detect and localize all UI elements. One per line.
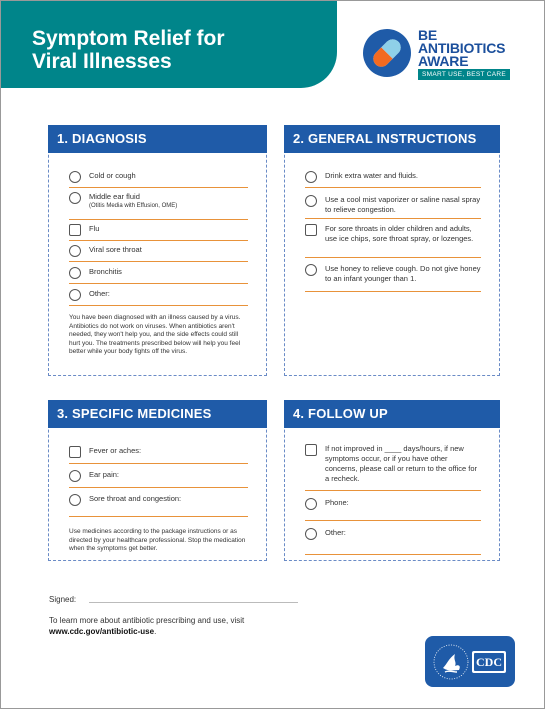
general-option-sore-throat[interactable]: [305, 224, 481, 258]
page-title: [32, 27, 312, 73]
option-label: Phone:: [325, 498, 349, 507]
cdc-text: CDC: [476, 655, 502, 669]
checkbox-icon[interactable]: [69, 446, 81, 458]
radio-button-icon[interactable]: [305, 498, 317, 510]
option-label: Other:: [325, 528, 346, 537]
checkbox-icon[interactable]: [69, 224, 81, 236]
diagnosis-note: You have been diagnosed with an illness caused by a virus. Antibiotics do not work on viruses. When antibiotics aren't needed, they won't help you, and the side effects could still hurt you. The treatments prescribed below will help you feel better while your body fights off the virus.: [69, 314, 241, 355]
logo-tagline: SMART USE, BEST CARE: [418, 69, 510, 80]
diagnosis-option-sore-throat[interactable]: [69, 245, 248, 262]
general-instructions-section: [284, 125, 500, 376]
option-label: Other:: [89, 289, 110, 298]
option-label: If not improved in ____ days/hours, if new symptoms occur, or if you have other concerns, please call or return to the office for a recheck.: [325, 444, 478, 483]
radio-button-icon[interactable]: [305, 195, 317, 207]
option-label: Use honey to relieve cough. Do not give honey to an infant younger than 1.: [325, 264, 481, 283]
medicines-note: Use medicines according to the package instructions or as directed by your healthcare professional. Stop the medication when the symptoms get better.: [69, 528, 246, 552]
followup-option-recheck[interactable]: [305, 444, 481, 491]
general-heading: 2. GENERAL INSTRUCTIONS: [284, 125, 500, 153]
learn-more-text: To learn more about antibiotic prescribing and use, visit www.cdc.gov/antibiotic-use.: [49, 616, 245, 636]
signed-label: Signed:: [49, 595, 77, 604]
logo-text-be: BE: [418, 27, 438, 43]
medicine-option-ear-pain[interactable]: [69, 470, 248, 488]
diagnosis-option-other[interactable]: [69, 289, 248, 306]
radio-button-icon[interactable]: [69, 267, 81, 279]
option-label: Use a cool mist vaporizer or saline nasal spray to relieve congestion.: [325, 195, 481, 214]
checkbox-icon[interactable]: [305, 444, 317, 456]
radio-button-icon[interactable]: [69, 171, 81, 183]
radio-button-icon[interactable]: [305, 171, 317, 183]
radio-button-icon[interactable]: [69, 470, 81, 482]
option-label: Ear pain:: [89, 470, 120, 479]
option-label: Middle ear fluid (Otitis Media with Effusion, OME): [89, 192, 178, 209]
cdc-link[interactable]: www.cdc.gov/antibiotic-use: [49, 627, 155, 636]
header-banner: [1, 1, 337, 88]
option-label: Drink extra water and fluids.: [325, 171, 418, 180]
radio-button-icon[interactable]: [69, 245, 81, 257]
radio-button-icon[interactable]: [305, 264, 317, 276]
followup-heading: 4. FOLLOW UP: [284, 400, 500, 428]
diagnosis-option-bronchitis[interactable]: [69, 267, 248, 284]
medicine-option-fever[interactable]: [69, 446, 248, 464]
signature-line[interactable]: [89, 602, 298, 603]
medicine-option-sore-throat[interactable]: [69, 494, 248, 517]
followup-option-phone[interactable]: [305, 498, 481, 521]
be-antibiotics-aware-logo: [362, 28, 522, 88]
general-option-vaporizer[interactable]: [305, 195, 481, 219]
diagnosis-section: [48, 125, 267, 376]
specific-medicines-section: [48, 400, 267, 561]
option-label: Sore throat and congestion:: [89, 494, 182, 503]
option-label: Flu: [89, 224, 100, 233]
radio-button-icon[interactable]: [69, 289, 81, 301]
option-label: Viral sore throat: [89, 245, 142, 254]
diagnosis-heading: 1. DIAGNOSIS: [48, 125, 267, 153]
logo-text-antibiotics: ANTIBIOTICS: [418, 40, 506, 56]
radio-button-icon[interactable]: [305, 528, 317, 540]
title-line-1: Symptom Relief for: [32, 27, 225, 50]
diagnosis-option-flu[interactable]: [69, 224, 248, 241]
cdc-hhs-logo: [425, 636, 515, 687]
radio-button-icon[interactable]: [69, 192, 81, 204]
followup-option-other[interactable]: [305, 528, 481, 555]
option-label: Bronchitis: [89, 267, 122, 276]
diagnosis-option-cold[interactable]: [69, 171, 248, 188]
logo-text-aware: AWARE: [418, 53, 469, 69]
title-line-2: Viral Illnesses: [32, 50, 172, 73]
medicines-heading: 3. SPECIFIC MEDICINES: [48, 400, 267, 428]
radio-button-icon[interactable]: [69, 494, 81, 506]
diagnosis-option-ear-fluid[interactable]: [69, 192, 248, 220]
capsule-icon: [362, 28, 412, 78]
general-option-honey[interactable]: [305, 264, 481, 292]
option-label: Fever or aches:: [89, 446, 142, 455]
checkbox-icon[interactable]: [305, 224, 317, 236]
option-sublabel: (Otitis Media with Effusion, OME): [89, 203, 178, 209]
option-label: For sore throats in older children and adults, use ice chips, sore throat spray, or lozenges.: [325, 224, 474, 243]
follow-up-section: [284, 400, 500, 561]
general-option-fluids[interactable]: [305, 171, 481, 188]
option-label: Cold or cough: [89, 171, 136, 180]
